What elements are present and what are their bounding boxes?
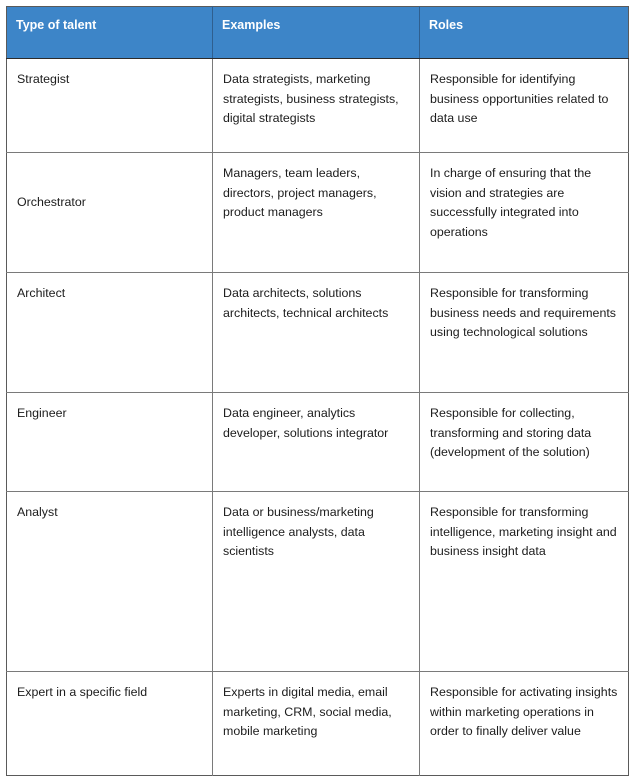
cell-type-of-talent <box>7 672 213 776</box>
talent-type-label: Analyst <box>17 505 58 519</box>
cell-examples: Data engineer, analytics developer, solutions integrator <box>213 393 420 492</box>
talent-table-container <box>6 6 628 775</box>
column-header-examples: Examples <box>213 7 420 59</box>
talent-type-label: Orchestrator <box>17 195 86 209</box>
cell-examples: Data architects, solutions architects, technical architects <box>213 273 420 393</box>
talent-type-label: Architect <box>17 286 66 300</box>
cell-examples: Data or business/marketing intelligence analysts, data scientists <box>213 492 420 672</box>
cell-type-of-talent <box>7 393 213 492</box>
cell-type-of-talent <box>7 59 213 153</box>
cell-examples: Managers, team leaders, directors, project managers, product managers <box>213 153 420 273</box>
talent-type-label: Expert in a specific field <box>17 685 148 699</box>
talent-type-label: Engineer <box>17 406 67 420</box>
cell-roles: In charge of ensuring that the vision and strategies are successfully integrated into operations <box>420 153 629 273</box>
table-row <box>7 273 629 393</box>
table-row <box>7 393 629 492</box>
cell-type-of-talent <box>7 153 213 273</box>
cell-examples: Experts in digital media, email marketing, CRM, social media, mobile marketing <box>213 672 420 776</box>
cell-roles: Responsible for identifying business opportunities related to data use <box>420 59 629 153</box>
column-header-type-of-talent: Type of talent <box>7 7 213 59</box>
cell-roles: Responsible for transforming intelligence, marketing insight and business insight data <box>420 492 629 672</box>
cell-roles: Responsible for collecting, transforming and storing data (development of the solution) <box>420 393 629 492</box>
table-header-row <box>7 7 629 59</box>
table-body <box>7 59 629 776</box>
table-header <box>7 7 629 59</box>
table-row <box>7 59 629 153</box>
cell-roles: Responsible for activating insights within marketing operations in order to finally deliver value <box>420 672 629 776</box>
cell-type-of-talent <box>7 492 213 672</box>
table-row <box>7 492 629 672</box>
cell-roles: Responsible for transforming business needs and requirements using technological solutions <box>420 273 629 393</box>
talent-type-label: Strategist <box>17 72 70 86</box>
cell-type-of-talent <box>7 273 213 393</box>
table-row <box>7 153 629 273</box>
talent-types-table <box>6 6 629 776</box>
table-row <box>7 672 629 776</box>
cell-examples: Data strategists, marketing strategists, business strategists, digital strategists <box>213 59 420 153</box>
column-header-roles: Roles <box>420 7 629 59</box>
